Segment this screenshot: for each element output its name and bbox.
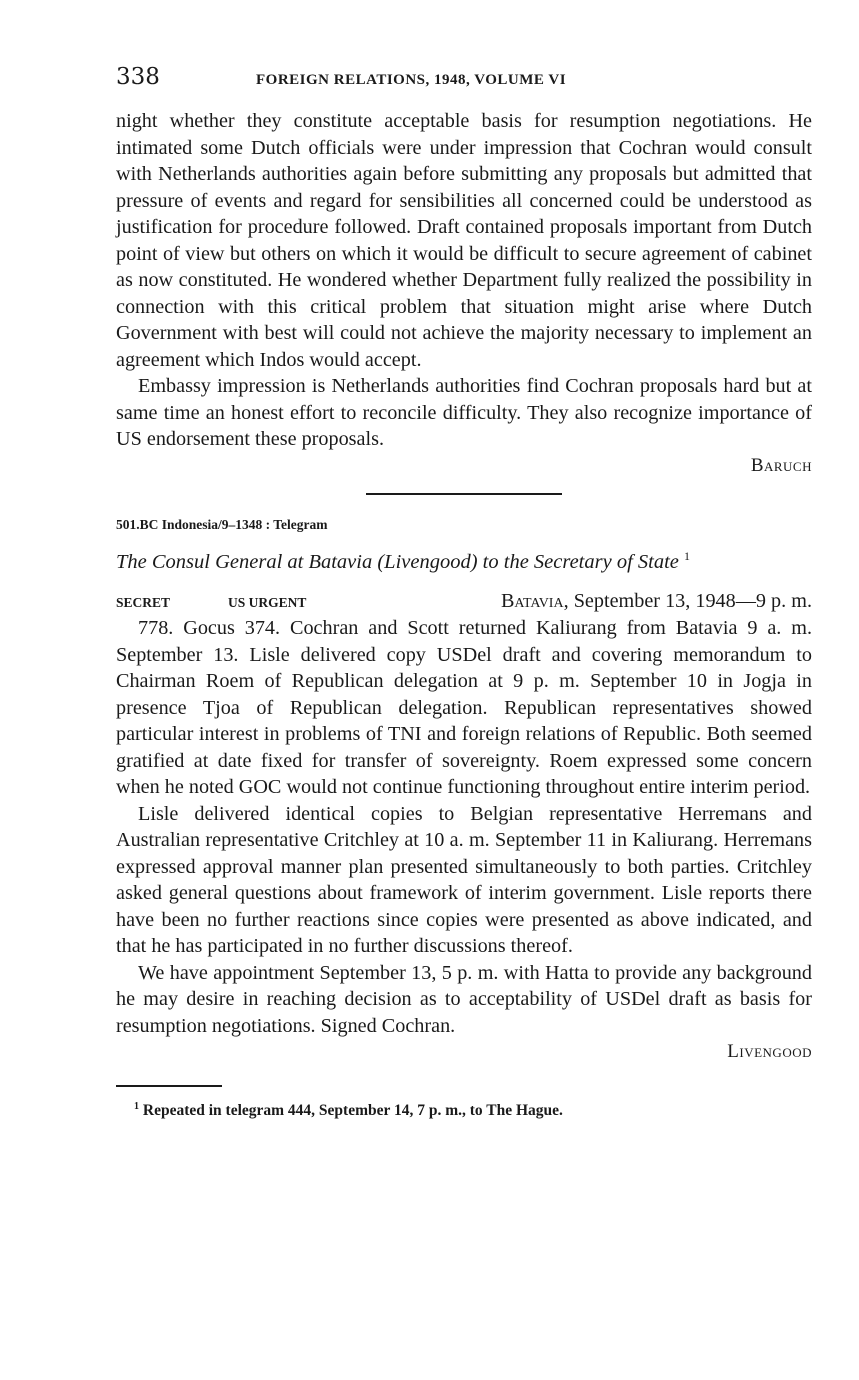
- footnote-text: Repeated in telegram 444, September 14, 7 p. m., to The Hague.: [142, 1102, 563, 1120]
- signature-baruch: Baruch: [750, 454, 812, 476]
- running-head: [116, 64, 812, 108]
- document-page: [116, 64, 812, 1120]
- dateline: [406, 590, 812, 613]
- document-heading: [116, 541, 812, 577]
- paragraph-continued: night whether they constitute acceptable basis for resumption negotiations. He intimated some Dutch officials were under impression that Cochran would consult with Netherlands authorities again before submitting any proposals but admitted that pressure of events and regard for sensibilities all concerned could be understood as justification for procedure followed. Draft contained proposals important from Dutch point of view but others on which it would be difficult to secure agreement of cabinet as now constituted. He wondered whether Department fully realized the possibility in connection with this critical problem that situation might arise where Dutch Government with best will could not achieve the majority necessary to implement an agreement which Indos would accept.: [116, 110, 812, 371]
- classification-line: [116, 590, 812, 613]
- signature-livengood: Livengood: [727, 1041, 812, 1063]
- page-number: 338: [116, 64, 160, 90]
- paragraph-appointment: We have appointment September 13, 5 p. m. with Hatta to provide any background he may desire in reaching decision as to acceptability of USDel draft as basis for resumption negotiations. Signed Cochran.: [116, 961, 812, 1037]
- file-reference: 501.BC Indonesia/9–1348 : Telegram: [116, 516, 328, 532]
- priority-us-urgent: US URGENT: [228, 595, 307, 611]
- dateline-date: September 13, 1948—9 p. m.: [568, 590, 812, 613]
- heading-footnote-marker: 1: [684, 548, 691, 563]
- dateline-place: Batavia,: [500, 590, 569, 613]
- heading-text: The Consul General at Batavia (Livengood) to the Secretary of State: [116, 550, 679, 573]
- section-divider: [366, 493, 562, 495]
- footnote: [116, 1101, 812, 1120]
- classification-secret: SECRET: [116, 595, 171, 611]
- footnote-marker: 1: [134, 1101, 139, 1113]
- paragraph-embassy-impression: Embassy impression is Netherlands authorities find Cochran proposals hard but at same time an honest effort to reconcile difficulty. They also recognize importance of US endorsement these proposals.: [116, 375, 812, 450]
- paragraph-lisle-delivered: Lisle delivered identical copies to Belgian representative Herremans and Australian representative Critchley at 10 a. m. September 11 in Kaliurang. Herremans expressed approval manner plan presented simultaneously to both parties. Critchley asked general questions about framework of interim government. Lisle reports there have been no further reactions since copies were presented as above indicated, and that he has participated in no further discussions thereof.: [116, 802, 812, 958]
- footnote-rule: [116, 1085, 222, 1087]
- running-title: FOREIGN RELATIONS, 1948, VOLUME VI: [256, 72, 567, 88]
- paragraph-telegram-778: 778. Gocus 374. Cochran and Scott returned Kaliurang from Batavia 9 a. m. September 13. Lisle delivered copy USDel draft and covering memorandum to Chairman Roem of Republican delegation at 9 p. m. September 10 in Jogja in presence Tjoa of Republican delegation. Republican representatives showed particular interest in problems of TNI and foreign relations of Republic. Both seemed gratified at date fixed for transfer of sovereignty. Roem expressed some concern when he noted GOC would not continue functioning throughout entire interim period.: [116, 617, 812, 799]
